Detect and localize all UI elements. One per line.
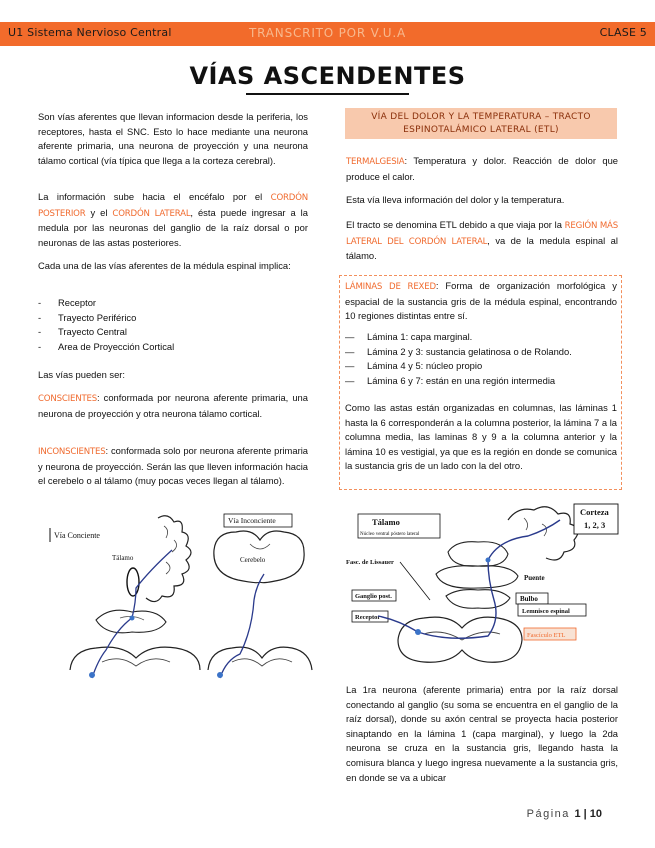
list-item: — Lámina 2 y 3: sustancia gelatinosa o de Rolando. [345,345,572,360]
conscientes-text: : conformada por neurona aferente primaria, una neurona de proyección y otra neurona tálamo cortical. [38,392,308,419]
talamo-label-right: Tálamo [372,517,400,527]
page-title: VÍAS ASCENDENTES [189,62,466,90]
page-footer [527,808,602,820]
inconscientes-term: INCONSCIENTES [38,447,106,457]
title-underline [246,93,409,95]
header-transcriber: TRANSCRITO POR V.U.A [249,26,406,40]
inconscientes-text: : conformada solo por neurona aferente primaria y neurona de proyección. Serán las que lleven información hacia el cerebelo o al tálamo (muy pocas veces llegan al tálamo). [38,445,308,487]
list-item: - Receptor [38,296,174,311]
cordon-lateral-term: CORDÓN LATERAL [112,208,191,219]
etl-neuron-soma-1 [415,629,421,635]
neuron-soma-3 [217,672,223,678]
spinal-cord-section-left [70,647,200,670]
cerebelo-label: Cerebelo [240,556,266,564]
etl-paragraph [346,218,618,264]
etl-text-a: El tracto se denomina ETL debido a que viaja por la [346,219,565,230]
via-inconsciente-label [224,514,292,527]
cordon-posterior-term: CORDÓN POSTERIOR [38,193,308,219]
laminas-paragraph [345,279,617,324]
info-paragraph: Esta vía lleva información del dolor y la temperatura. [346,194,565,205]
path-paragraph [38,190,308,250]
svg-text:Vía Conciente: Vía Conciente [54,531,100,540]
list-item: — Lámina 6 y 7: están en una región intermedia [345,374,572,389]
list-item: - Area de Proyección Cortical [38,340,174,355]
termalgesia-text: : Temperatura y dolor. Reacción de dolor que produce el calor. [346,155,618,182]
columnas-paragraph: Como las astas están organizadas en columnas, las láminas 1 hasta la 6 corresponderán a la columna posterior, la lámina 7 a la columna media, las laminas 8 y 9 a la columna anterior y la lámina 10 es vestigial, ya que es la región en donde se comunica la sustancia gris de un lado con la del otro. [345,402,617,472]
types-paragraph: Las vías pueden ser: [38,369,126,380]
header-class: CLASE 5 [599,26,647,39]
etl-heading-line2: ESPINOTALÁMICO LATERAL (ETL) [403,125,559,135]
etl-heading-box [345,108,617,139]
afferent-components-list [38,296,174,354]
implies-paragraph: Cada una de las vías aferentes de la médula espinal implica: [38,260,291,271]
laminas-list [345,330,572,388]
inconscientes-paragraph [38,444,308,489]
list-item: - Trayecto Periférico [38,311,174,326]
fasciculo-etl-label: Fascículo ETL [527,632,566,639]
conscientes-term: CONSCIENTES [38,394,97,404]
intro-paragraph: Son vías aferentes que llevan informacion desde la periferia, los receptores, hasta el SNC. Esto lo hace mediante una neurona aferente primaria, una neurona de proyección y una neurona tálamo cortical (vía típica que llega a la corteza cerebral). [38,111,308,166]
ganglio-label: Ganglio post. [355,593,392,600]
etl-spinal-cord [398,617,522,662]
list-item: - Trayecto Central [38,325,174,340]
cerebral-cortex-outline [146,516,191,602]
receptor-label: Receptor [355,614,381,621]
etl-neuron-soma-2 [486,558,491,563]
laminas-term: LÁMINAS DE REXED [345,282,436,292]
header-subject: U1 Sistema Nervioso Central [8,26,172,39]
talamo-sublabel: Núcleo ventral póstero lateral [360,532,420,537]
bulbo-section [446,590,510,609]
etl-text-b: , va de la medula espinal al tálamo. [346,234,618,262]
path-text-a: La información sube hacia el encéfalo por el [38,191,271,202]
etl-heading-line1: VÍA DEL DOLOR Y LA TEMPERATURA – TRACTO [371,112,591,122]
termalgesia-paragraph [346,154,618,184]
pons-section [436,566,518,589]
footer-page-number: 1 | 10 [574,808,602,820]
cortex-inner-gyri [164,526,177,574]
lemnisco-label: Lemnisco espinal [522,608,570,615]
puente-label: Puente [524,574,545,582]
corteza-label: Corteza [580,507,609,517]
header-bar [0,22,655,46]
svg-text:Vía Inconciente: Vía Inconciente [228,516,276,525]
neuron-soma-1 [89,672,95,678]
etl-region-term: REGIÓN MÁS LATERAL DEL CORDÓN LATERAL [346,221,618,247]
termalgesia-term: TERMALGESIA [346,157,405,167]
midbrain-section [448,542,508,567]
talamo-label: Tálamo [112,554,134,562]
via-consciente-label [50,528,100,542]
neuron-soma-2 [130,616,135,621]
list-item: — Lámina 4 y 5: núcleo propio [345,359,572,374]
pathways-diagram [40,510,320,680]
bulbo-label: Bulbo [520,595,538,603]
spinal-cord-section-right [208,647,312,670]
path-text-b: y el [85,206,113,218]
conscientes-paragraph [38,391,308,421]
path-text-c: , ésta puede ingresar a la medula por las neuronas del ganglio de la raíz dorsal o por neuronas de las astas posteriores. [38,206,308,248]
fasc-lissauer-label: Fasc. de Lissauer [346,559,394,566]
list-item: — Lámina 1: capa marginal. [345,330,572,345]
corteza-numbers: 1, 2, 3 [584,520,606,530]
brainstem-section [96,610,166,633]
cortex-outline [508,507,578,560]
etl-pathway-diagram [338,500,628,668]
laminas-text: : Forma de organización morfológica y espacial de la sustancia gris de la médula espinal, encontrando 10 regiones distintas entre sí. [345,280,617,322]
bottom-paragraph: La 1ra neurona (aferente primaria) entra por la raíz dorsal conectando al ganglio (su soma se encuentra en el ganglio de la raíz dorsal), donde su axón central se proyecta hacia posterior sinaptando en la lámina 1 (capa marginal), y luego la 2da neurona se cruza en la sustancia gris, llegando hasta la comisura blanca y luego ingresa nuevamente a la sustancia gris, en donde se va a ubicar [346,684,618,783]
footer-label: Página [526,808,570,820]
thalamus-oval [127,568,139,596]
